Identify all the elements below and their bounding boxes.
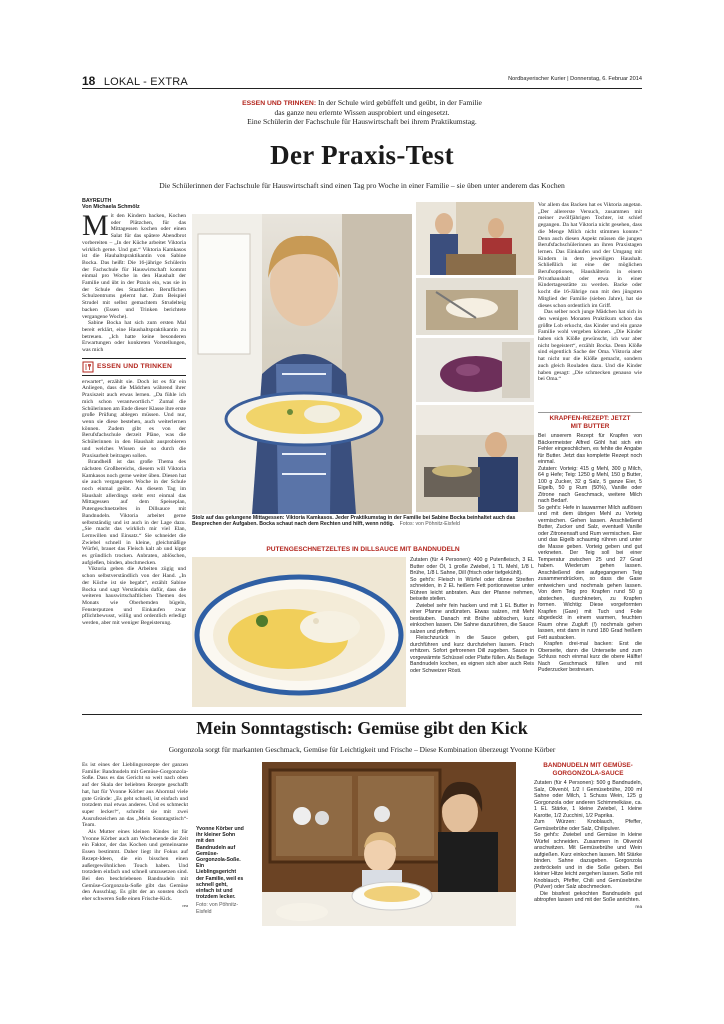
article2-end-mark: rea	[182, 902, 188, 908]
header-rule	[82, 88, 642, 89]
photo-small-2	[416, 278, 534, 335]
bandnudeln-text2: Zum Würzen: Knoblauch, Pfeffer, Gemüsebrühe oder Salz, Chilipulver.	[534, 819, 642, 832]
pute-text1: Zutaten (für 4 Personen): 400 g Putenfleisch, 3 EL Butter oder Öl, 1 große Zwiebel, 1 TL Mehl, 1/8 L Brühe, 1/8 L Sahne, Dill (frisch oder tiefgekühlt).	[410, 557, 534, 576]
recipe-krapfen	[538, 412, 642, 674]
article2-paragraph1: Es ist eines der Lieblingsrezepte der ganzen Familie: Bandnudeln mit Gemüse-Gorgonzola-Soße. Dass es das Gericht so weit nach oben auf der Skala der beliebten Rezepte geschafft hat, hat für Yvonne Körber aus Ahorntal viele gute Gründe: „Es geht schnell, ist einfach und trotzdem mal etwas anderes. Und es schmeckt super lecker!“, schreibt sie mit zwei Ausrufezeichen an das „Mein Sonntagstisch“-Team.	[82, 762, 188, 829]
bandnudeln-text3: So geht's: Zwiebel und Gemüse in kleine Würfel schneiden. Zusammen in Olivenöl anschwitzen. Mit Gemüsebrühe und Wein aufgießen. Kurz einkochen lassen. Mit Stärke binden. Sahne dazugeben. Gorgonzola zerbröckeln und in die Soße geben. Bei kleiner Hitze leicht zergehen lassen. Soße mit Knoblauch, Pfeffer, Chili und Gemüsebrühe (Pulver) oder Salz abschmecken.	[534, 832, 642, 891]
page-header	[82, 72, 642, 86]
photo-small-4-illustration	[416, 405, 534, 512]
article-title: Der Praxis-Test	[270, 140, 454, 170]
article2-photo-credit: Foto: von Pöhnitz-Eisfeld	[196, 902, 239, 915]
article2-paragraph2: Als Mutter eines kleinen Kindes ist für Yvonne Körber auch am Wochenende die Zeit ein Faktor, der das Kochen und gemeinsame Essen bestimmt. Daher liegt ihr Fokus auf Rezept-Ideen, die ein bisschen einen außergewöhnlichen Touch haben. Und trotzdem einfach und schnell umzusetzen sind. Bei den beschriebenen Bandnudeln mit Gemüse-Gorgonzola-Soße gibt das Gemüse den Ausschlag. Es gibt der an sonsten doch eher schweren Soße einen Frische-Kick.	[82, 829, 188, 903]
col1-paragraph4: Brandheiß ist das große Thema des nächsten Großbereichs, diesem will Viktoria Kamkasos noch gerne weiter üben. Diesen hat sie auch vergangenen Woche in der Schule noch einmal geübt. An diesem Tag im Haushalt allerdings steht erst einmal das Mittagessen auf dem Speiseplan, Putengeschnetzeltes in Dillsauce mit Bandnudeln. Viktoria arbeitet gerne selbstständig und ist auch in der Lage dazu. „Sie macht das wirklich mir viel Elan, Lernwillen und Einsatz.“ Sie schneidet die Zwiebel schnell in kleine, gleichmäßige Würfel, brauet das Fleisch kalt ab und kippt es gründlich trocken. Anbraten, ablöschen, aufgießen, binden, abschmecken.	[82, 459, 186, 566]
recipe-pute-text	[410, 557, 534, 674]
pasta-photo-illustration	[192, 557, 406, 707]
pute-text3: Zwiebel sehr fein hacken und mit 1 EL Butter in einer Pfanne andünsten. Etwas salzen, mit Mehl bestäuben. Danach mit Brühe ablöschen, kurz einkochen lassen. Die Sahne dazurühren, die Sauce salzen und pfeffern.	[410, 602, 534, 635]
family-photo	[262, 762, 516, 926]
photo-small-1	[416, 202, 534, 275]
col1-paragraph3: erwartet“, erzählt sie. Doch ist es für ein Anliegen, dass die Mädchen während ihrer Praxiszeit auch etwas lernen. „Da fühle ich mich schon verantwortlich.“ Zumal die Schülerinnen am Ende dieser Klasse ihre erste große Prüfung ablegen müssen. Und nur, wenn sie diese bestehen, auch weiterlernen können. Zudem gibt es von der Berufsfachschule derzeit Pläne, was die Schülerinnen in den Haushalt ausprobieren und welches Wissen sie so durch die Praxisarbeit beitragen sollen.	[82, 378, 186, 459]
teaser-line1: In der Schule wird gebüffelt und geübt, in der Familie	[318, 98, 482, 107]
right-col-paragraph2: Das selber noch junge Mädchen hat sich in den wenigen Monaten Praktikum schon das größte Lob erkocht, das Kinder und ein ganze Familie wohl vergeben können. „Die Kinder haben sich Klöße gewünscht, ich war aber nicht begeistert“, erzählt Bocka. Denn Klöße sind eigentlich Sache der Oma. Viktoria aber hat nicht nur die Klöße gemacht, sondern auch gleich Rouladen dazu. Und die Kinder haben gesagt: „Die schmecken genauso wie bei Oma.“	[538, 309, 642, 383]
teaser-label: ESSEN UND TRINKEN:	[242, 100, 317, 107]
krapfen-text3: So geht's: Hefe in lauwarmer Milch auflösen und mit dem übrigen Mehl zu Vorteig vermischen. Gehen lassen. Anschließend Butter, Zucker und Salz, eventuell Vanille oder Zitronensaft und Rum vermischen. Eier und das Eigelb schaumig rühren und unter die Masse geben. Vorteig geben und gut verkneten. Der Teig soll bei einer Temperatur zwischen 25 und 27 Grad haben. Wiederum gehen lassen. Anschließend den aufgegangenen Teig zusammendrücken, so dass die Gase entweichen und nochmals gehen lassen. Von dem Teig pro Krapfen rund 50 g abstechen, durchkneten, zu Krapfen formen. Wichtig: Diese vorgeformten Krapfen (Gare) mit Tuch und Folie abgedeckt in einem warmen, feuchten Raum ohne Zugluft (!) nochmals gehen lassen, erst dann in rund 180 Grad heißem Fett ausbacken.	[538, 504, 642, 641]
krapfen-text1: Bei unserem Rezept für Krapfen von Bäckermeister Alfred Göhl hat sich ein Fehler eingeschlichen, es fehlte die Angabe für Butter. Jetzt das komplette Rezept noch einmal.	[538, 433, 642, 466]
recipe-bandnudeln-title: BANDNUDELN MIT GEMÜSE-GORGONZOLA-SAUCE	[543, 762, 633, 777]
krapfen-text4: Krapfen drei-mal backen: Erst die Oberseite, dann die Unterseite und zum Schluss noch einmal kurz die obere Hälfte! Nach Geschmack füllen und mit Puderzucker bestreuen.	[538, 641, 642, 674]
page-number: 18	[82, 74, 96, 88]
section-divider	[82, 714, 642, 715]
pute-text4: Fleischzurück in die Sauce geben, gut durchführen und kurz durchziehen lassen. Frisch erhitzen. Sofort gefrorenen Dill zugeben. Sauce in vorgewärmte Schüssel oder Platte füllen. Als Beilage Bandnudeln kochen, es eignen sich aber auch Reis oder Schweizer Rösti.	[410, 635, 534, 674]
recipe-krapfen-title: KRAPFEN-REZEPT: JETZT MIT BUTTER	[549, 415, 631, 430]
right-col-paragraph1: Vor allem das Backen hat es Viktoria angetan. „Der allererste Versuch, zusammen mit meiner zwölfjährigen Tochter, ist schief gegangen. Da hat Viktoria nicht gesehen, dass die Menge Milch nicht stimmen konnte.“ Denn auch diesen Aspekt müssen die jungen Berufsfachschülerinnen an ihren Praxistagen lernen. Das Einkaufen und der Umgang mit Kindern in dem jeweiligen Haushalt. Schließlich ist eine der möglichen Berufsoptionen, Haushälterin in einem Privathaushalt oder etwa in einer Kindertagesstätte zu werden. Backe oder kocht die 16-Jährige nun mit den jüngsten Mitglied der Familie (sieben Jahre), hat sie dieses schon ordentlich im Griff.	[538, 202, 642, 309]
family-photo-illustration	[262, 762, 516, 926]
krapfen-text2: Zutaten: Vorteig: 415 g Mehl, 300 g Milch, 64 g Hefe; Teig: 1250 g Mehl, 150 g Butter, 100 g Zucker, 32 g Salz, 5 ganze Eier, 5 Eigelb, 50 g Rum (50%), Vanille oder Zitrone nach Geschmack, weitere Milch nach Bedarf.	[538, 465, 642, 505]
col1-paragraph1: it den Kindern backen, Kochen oder Plätzchen, für das Mittagessen kochen oder einen Salat für das spätere Abendbrot vorbereiten – „In der Küche arbeitet Viktoria wirklich gerne. Und gut.“ Viktoria Kamkasos ist die Hauhaltspraktikantin von Sabine Bocka. Das heißt: Die 16-jährige Schülerin der Fachschule für Hauswirtschaft kommt einmal pro Woche in den Haushalt der Familie und übt in der Praxis ein, was sie in der Schule des Staatlichen Beruflichen Schulzentrums gelernt hat. Zum Beispiel Strudel mit selbst gemachtem Strudelteig backen (Essen und Trinken berichtete vergangene Woche).	[82, 213, 186, 320]
article2-title: Mein Sonntagstisch: Gemüse gibt den Kick	[196, 718, 528, 738]
teaser-line2: das ganze neu erlernte Wissen ausprobiert und eingesetzt.	[274, 108, 450, 117]
article1-col-right	[538, 202, 642, 383]
recipe-pute-title: PUTENGESCHNETZELTES IN DILLSAUCE MIT BANDNUDELN	[266, 546, 460, 553]
bandnudeln-text4: Die bissfest gekochten Bandnudeln gut abtropfen lassen und mit der Soße anrichten.	[534, 890, 642, 904]
recipe-bandnudeln	[534, 762, 642, 910]
fork-knife-icon	[82, 361, 94, 373]
photo-small-2-illustration	[416, 278, 534, 335]
recipe3-end-mark: rea	[635, 903, 642, 909]
teaser-line3: Eine Schülerin der Fachschule für Hauswirtschaft bei ihrem Praktikumstag.	[247, 117, 477, 126]
section-name: LOKAL - EXTRA	[103, 76, 188, 88]
main-photo	[192, 214, 412, 514]
photo-small-3-illustration	[416, 338, 534, 402]
paper-info: Nordbayerischer Kurier | Donnerstag, 6. Februar 2014	[508, 76, 642, 82]
dateline: BAYREUTH	[82, 198, 112, 204]
logo-label: ESSEN UND TRINKEN	[97, 363, 173, 371]
photo-caption-text: Stolz auf das gelungene Mittagessen: Viktoria Kamkasos. Jeder Praktikumstag in der Familie bei Sabine Bocka beinhaltet auch das Besprechen der Aufgaben. Bocka schaut nach dem Rechten und hilft, wenn nötig.	[192, 515, 516, 528]
col1-paragraph2: Sabine Bocka hat sich zum ersten Mal bereit erklärt, eine Haushaltspraktikantin zu betreuen. „Ich hatte keine besonderen Erwartungen oder konkreten Vorstellungen, was mich	[82, 320, 186, 354]
essen-trinken-logo	[82, 358, 186, 376]
dropcap: M	[82, 209, 109, 242]
article2-col1	[82, 762, 188, 909]
author: Von Michaela Schmölz	[82, 204, 140, 210]
col1-paragraph5: Viktoria geben die Arbeiten zügig und schon selbstverständlich von der Hand. „In der Küche ist sie begabt“, erzählt Sabine Bocka und sagt Verständnis dafür, dass die weiteren hauswirtschaftlichen Themen des Monats wie Oberhemden bügeln, Fensterputzen und Einkaufen zwar pflichtbewusst, willig und ordentlich erledigt werden, aber mit weniger Begeisterung.	[82, 566, 186, 627]
teaser	[150, 98, 574, 126]
article2-subtitle: Gorgonzola sorgt für markanten Geschmack, Gemüse für Leichtigkeit und Frische – Diese Kombination überzeugt Yvonne Körber	[168, 745, 556, 754]
photo-small-3	[416, 338, 534, 402]
article1-col1	[82, 198, 186, 627]
article2-photo-caption	[196, 826, 244, 915]
main-photo-illustration	[192, 214, 412, 514]
photo-small-1-illustration	[416, 202, 534, 275]
main-photo-caption	[192, 515, 534, 527]
bandnudeln-text1: Zutaten (für 4 Personen): 500 g Bandnudeln, Salz, Olivenöl, 1/2 l Gemüsebrühe, 200 ml Sahne oder Milch, 1 Schuss Wein, 125 g Gorgonzola oder anderen Schimmelkäse, ca. 1 EL Stärke, 1 kleine Zwiebel, 1 kleine Karotte, 1/2 Zucchini, 1/2 Paprika.	[534, 780, 642, 819]
pute-text2: So geht's: Fleisch in Würfel oder dünne Streifen schneiden, in 2 EL heißem Fett portionsweise unter Rühren leicht anbraten. Aus der Pfanne nehmen, beiseite stellen.	[410, 576, 534, 602]
pasta-photo	[192, 557, 406, 707]
article2-caption-text: Yvonne Körber und ihr kleiner Sohn mit den Bandnudeln auf Gemüse-Gorgonzola-Soße. Ein Lieblingsgericht der Familie, weil es schnell geht, einfach ist und trotzdem lecker.	[196, 826, 244, 901]
photo-small-4	[416, 405, 534, 512]
article-subtitle: Die Schülerinnen der Fachschule für Hauswirtschaft sind einen Tag pro Woche in einer Familie – sie üben unter anderem das Kochen	[159, 181, 565, 190]
photo-credit: Fotos: von Pöhnitz-Eisfeld	[399, 521, 460, 528]
